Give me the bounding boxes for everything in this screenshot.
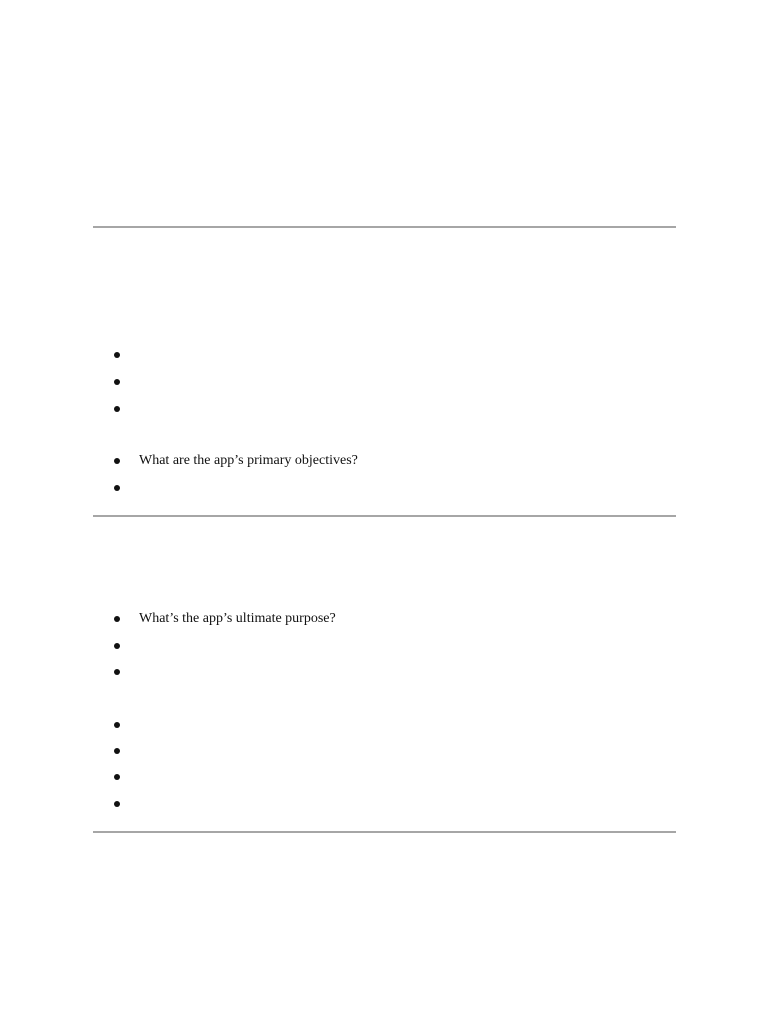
list-item-text: What’s the app’s ultimate purpose? (139, 611, 336, 626)
horizontal-divider-3 (93, 831, 676, 833)
list-item (114, 662, 674, 682)
list-item (114, 715, 674, 735)
bullet-icon (114, 774, 120, 780)
list-item-text: What are the app’s primary objectives? (139, 453, 358, 468)
bullet-icon (114, 616, 120, 622)
bullet-icon (114, 801, 120, 807)
bullet-icon (114, 722, 120, 728)
bullet-icon (114, 669, 120, 675)
bullet-icon (114, 643, 120, 649)
list-item (114, 794, 674, 814)
list-item (114, 741, 674, 761)
list-item (114, 767, 674, 787)
list-item (114, 636, 674, 656)
bullet-icon (114, 748, 120, 754)
list-item (114, 609, 674, 629)
